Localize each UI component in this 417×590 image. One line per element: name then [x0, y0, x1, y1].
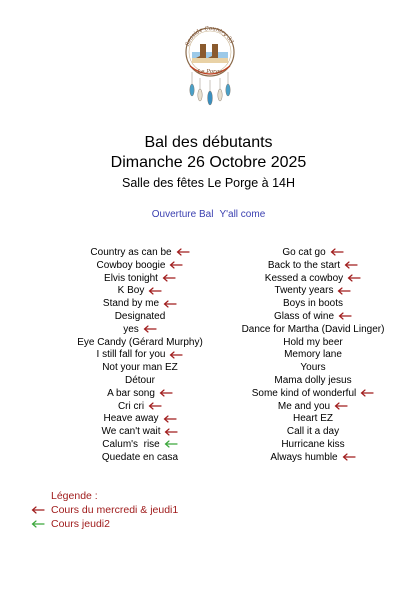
dance-name: Me and you: [277, 400, 331, 412]
dance-name: A bar song: [107, 387, 155, 399]
green-arrow-icon: [31, 520, 45, 528]
dance-item: [40, 439, 240, 452]
dance-item: [40, 337, 240, 350]
red-arrow-icon: [337, 287, 351, 295]
red-arrow-icon: [334, 402, 348, 410]
dance-item: [218, 388, 408, 401]
dance-name: Call it a day: [286, 426, 340, 438]
dance-item: [40, 298, 240, 311]
red-arrow-icon: [342, 453, 356, 461]
dance-item: [218, 285, 408, 298]
dance-item: [218, 349, 408, 362]
dance-name: Glass of wine: [273, 310, 335, 322]
dance-name: Hurricane kiss: [281, 438, 345, 450]
red-arrow-icon: [344, 261, 358, 269]
dance-item: [218, 337, 408, 350]
dance-name: Country as can be: [90, 247, 172, 258]
dance-item: [218, 298, 408, 311]
event-venue: Salle des fêtes Le Porge à 14H: [121, 176, 296, 190]
dance-item: [40, 285, 240, 298]
dance-item: [40, 349, 240, 362]
dance-list-left: [40, 247, 240, 465]
red-arrow-icon: [143, 325, 157, 333]
event-title: Bal des débutants: [144, 134, 273, 151]
dance-name: Mama dolly jesus: [274, 374, 352, 386]
dance-item: [218, 401, 408, 414]
legend-label: Cours du mercredi & jeudi1: [51, 504, 179, 516]
event-date: Dimanche 26 Octobre 2025: [110, 154, 307, 171]
green-arrow-icon: [164, 440, 178, 448]
red-arrow-icon: [148, 402, 162, 410]
red-arrow-icon: [162, 274, 176, 282]
dance-name: Memory lane: [284, 349, 342, 361]
dance-name: Détour: [124, 374, 155, 386]
dance-name: Back to the start: [267, 259, 341, 271]
dreamcatcher-logo-icon: [178, 22, 242, 108]
dance-name: I still fall for you: [96, 349, 166, 361]
red-arrow-icon: [347, 274, 361, 282]
red-arrow-icon: [330, 248, 344, 256]
legend-label: Cours jeudi2: [51, 518, 110, 530]
dance-name: Elvis tonight: [104, 272, 158, 284]
dance-item: [218, 247, 408, 260]
dance-item: [40, 247, 240, 260]
dance-item: [218, 439, 408, 452]
dance-item: [40, 273, 240, 286]
dance-name: yes: [123, 323, 139, 335]
dance-item: [218, 375, 408, 388]
dance-item: [218, 273, 408, 286]
dance-name: Dance for Martha (David Linger): [241, 323, 385, 335]
dance-name: Stand by me: [102, 298, 160, 310]
red-arrow-icon: [164, 428, 178, 436]
dance-item: [40, 324, 240, 337]
dance-name: Twenty years: [274, 285, 334, 297]
opening-label: Ouverture Bal: [151, 209, 214, 220]
dance-name: Boys in boots: [282, 298, 344, 310]
dance-item: [40, 260, 240, 273]
dance-item: [218, 324, 408, 337]
red-arrow-icon: [31, 506, 45, 514]
legend-heading: Légende :: [51, 490, 98, 502]
red-arrow-icon: [148, 287, 162, 295]
dance-name: Calum's rise: [102, 438, 160, 450]
dance-item: [40, 452, 240, 465]
dance-item: [40, 413, 240, 426]
svg-text:Seaside Country 33: Seaside Country 33: [184, 25, 235, 48]
dance-name: K Boy: [117, 285, 145, 297]
dance-name: Yours: [300, 362, 326, 374]
dance-name: Cowboy boogie: [96, 259, 166, 271]
dance-name: Always humble: [270, 451, 338, 463]
dance-name: Cri cri: [117, 400, 145, 412]
svg-text:Le Porge: Le Porge: [197, 69, 223, 75]
red-arrow-icon: [163, 300, 177, 308]
red-arrow-icon: [169, 261, 183, 269]
dance-item: [218, 452, 408, 465]
dance-name: Eye Candy (Gérard Murphy): [77, 336, 203, 348]
club-logo: [178, 22, 242, 108]
dance-name: Heave away: [103, 413, 159, 425]
red-arrow-icon: [163, 415, 177, 423]
dance-name: We can't wait: [101, 426, 161, 438]
dance-name: Hold my beer: [283, 336, 343, 348]
dance-name: Not your man EZ: [102, 362, 178, 374]
dance-item: [218, 260, 408, 273]
dance-name: Heart EZ: [292, 413, 333, 425]
legend-item: [31, 517, 178, 531]
opening-dance: [0, 209, 417, 220]
dance-item: [40, 426, 240, 439]
opening-song: Y'all come: [219, 209, 266, 220]
legend-item: [31, 503, 178, 517]
dance-item: [40, 388, 240, 401]
red-arrow-icon: [169, 351, 183, 359]
dance-item: [218, 413, 408, 426]
red-arrow-icon: [176, 248, 190, 256]
dance-item: [40, 311, 240, 324]
red-arrow-icon: [159, 389, 173, 397]
legend: [31, 489, 178, 531]
dance-item: [218, 311, 408, 324]
dance-name: Designated: [114, 310, 166, 322]
dance-name: Some kind of wonderful: [251, 387, 357, 399]
dance-item: [218, 362, 408, 375]
dance-list-right: [218, 247, 408, 465]
dance-item: [40, 375, 240, 388]
red-arrow-icon: [338, 312, 352, 320]
dance-name: Kessed a cowboy: [264, 272, 344, 284]
dance-item: [40, 401, 240, 414]
red-arrow-icon: [360, 389, 374, 397]
dance-item: [40, 362, 240, 375]
dance-item: [218, 426, 408, 439]
dance-name: Go cat go: [282, 247, 326, 258]
dance-name: Quedate en casa: [101, 451, 179, 463]
